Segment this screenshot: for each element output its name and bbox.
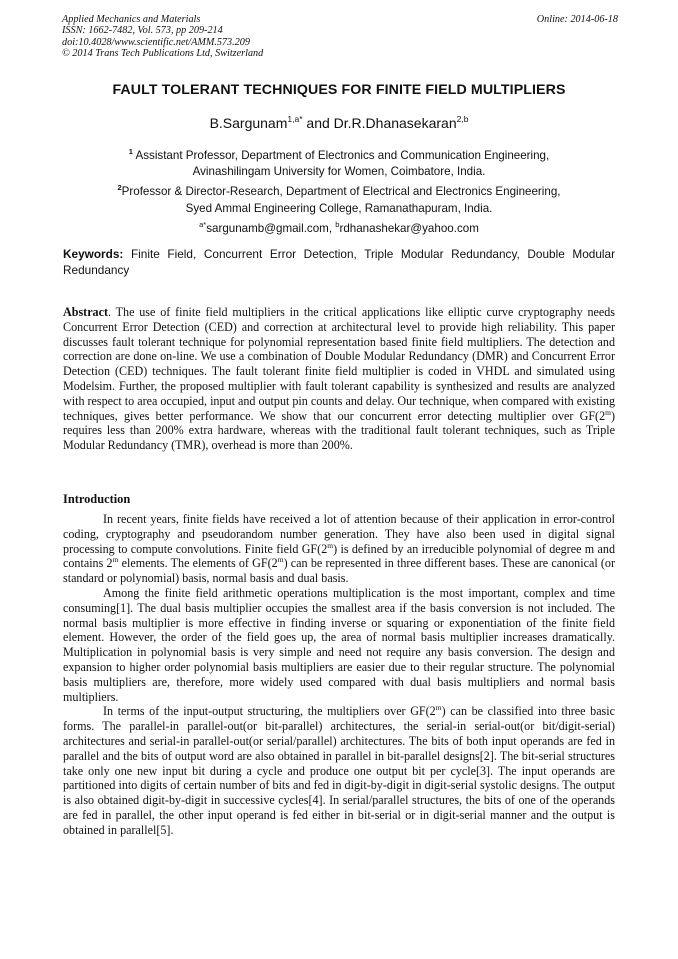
intro-p1-sup-3: m — [277, 555, 284, 565]
intro-paragraph-2: Among the finite field arithmetic operations multiplication is the most important, complex and time consuming[1]. The dual basis multiplier occupies the smallest area if the basis conversion is not included. The normal basis multiplier is more effective in finding inverse or squaring or exponentiation of the finite field element. However, the order of the field goes up, the area of normal basis multiplier increases dramatically. Multiplication in polynomial basis is very simple and need not require any basis conversion. The design and expansion to higher order polynomial basis multipliers are easier due to their regular structure. The polynomial basis multipliers are, therefore, more widely used compared with dual basis multipliers and normal basis multipliers. — [63, 585, 615, 704]
email-1[interactable]: sargunamb@gmail.com, — [206, 221, 333, 235]
issn-line: ISSN: 1662-7482, Vol. 573, pp 209-214 — [62, 25, 223, 37]
abstract-paragraph — [63, 305, 615, 453]
affiliation-1-number: 1 — [128, 147, 133, 156]
journal-name: Applied Mechanics and Materials — [62, 14, 201, 25]
intro-p1-sup-2: m — [112, 555, 119, 565]
keywords-label: Keywords: — [63, 247, 124, 261]
intro-paragraph-1 — [63, 512, 615, 586]
email-line — [40, 217, 638, 237]
paper-title: FAULT TOLERANT TECHNIQUES FOR FINITE FIELD MULTIPLIERS — [112, 82, 566, 98]
email-1-mark: a* — [199, 219, 207, 229]
intro-p3-sup: m — [435, 703, 442, 713]
keywords-block — [63, 247, 615, 278]
abstract-text-2: ) requires less than 200% extra hardware, whereas with the traditional fault tolerant techniques, such as Triple Modular Redundancy (TMR), overhead is more than 200%. — [63, 408, 615, 453]
abstract-block — [63, 305, 615, 453]
intro-paragraph-3 — [63, 704, 615, 837]
affiliation-2-line-1: Professor & Director-Research, Department of Electrical and Electronics Engineering, — [121, 185, 561, 199]
introduction-body — [63, 512, 615, 838]
author-2-affiliation-mark: 2,b — [456, 114, 469, 124]
author-2: Dr.R.Dhanasekaran — [333, 115, 457, 131]
affiliation-2-line-2: Syed Ammal Engineering College, Ramanathapuram, India. — [185, 201, 493, 215]
author-separator: and — [306, 115, 330, 131]
author-1: B.Sargunam — [209, 115, 288, 131]
copyright-line: © 2014 Trans Tech Publications Ltd, Switzerland — [62, 48, 264, 60]
email-2[interactable]: rdhanashekar@yahoo.com — [339, 221, 479, 235]
intro-p1-text-d: ) can be represented in three different bases. These are canonical (or standard or polynomial) basis, normal basis and dual basis. — [63, 556, 616, 586]
affiliation-1 — [40, 144, 638, 164]
abstract-label: Abstract — [63, 305, 109, 319]
intro-p1-sup-1: m — [327, 540, 334, 550]
intro-p3-text-b: ) can be classified into three basic forms. The parallel-in parallel-out(or bit-parallel) architectures, the serial-in serial-out(or bit/digit-serial) architectures and serial-in parallel-out(or serial/parallel) architectures. The bits of both input operands are fed in parallel and the bits of output word are also obtained in parallel in bit-parallel designs[2]. The bit-serial structures take only one new input bit during a cycle and produce one output bit per cycle[3]. The input operands are partitioned into digits of certain number of bits and fed in digit-by-digit in digit-serial systolic designs. The output is also obtained digit-by-digit in successive cycles[4]. In serial/parallel structures, the bits of one of the operands are fed in parallel, the other input operand is fed either in bit-serial or in digit-serial manner and the output is obtained in parallel[5]. — [63, 704, 615, 837]
affiliation-1-line-1: Assistant Professor, Department of Electronics and Communication Engineering, — [135, 149, 550, 162]
journal-header — [62, 14, 618, 60]
doi-line: doi:10.4028/www.scientific.net/AMM.573.209 — [62, 36, 250, 48]
abstract-superscript: m — [605, 407, 611, 417]
intro-p1-text-a: In recent years, finite fields have received a lot of attention because of their application in error-control coding, cryptography and pseudorandom number generation. They have also been used in digital signal processing to compute convolutions. Finite field GF(2 — [63, 512, 615, 556]
affiliation-2-number: 2 — [117, 183, 122, 193]
affiliation-1-line-2: Avinashilingam University for Women, Coimbatore, India. — [192, 165, 486, 179]
online-date: Online: 2014-06-18 — [536, 14, 618, 25]
intro-p3-text-a: In terms of the input-output structuring, the multipliers over GF(2 — [103, 704, 436, 719]
intro-p1-text-b: ) is defined by an irreducible polynomial of degree m and contains 2 — [63, 541, 615, 571]
affiliations — [40, 144, 638, 237]
abstract-text-1: . The use of finite field multipliers in the critical applications like elliptic curve cryptography needs Concurrent Error Detection (CED) and correction at architectural level to provide high reliability. This paper discusses fault tolerant technique for polynomial representation based finite field multipliers. The detection and correction are done on-line. We use a combination of Double Modular Redundancy (DMR) and Concurrent Error Detection (CED) techniques. The fault tolerant finite field multiplier is coded in VHDL and simulated using Modelsim. Further, the proposed multiplier with fault tolerant capability is synthesized and results are analyzed with respect to area occupied, input and output pin counts and delay. Our technique, when compared with existing techniques, gives better performance. We show that our concurrent error detecting multiplier over GF(2 — [63, 305, 616, 423]
author-1-affiliation-mark: 1,a* — [287, 114, 303, 124]
author-line — [40, 114, 638, 131]
affiliation-2 — [40, 180, 638, 200]
keywords-text: Finite Field, Concurrent Error Detection, Triple Modular Redundancy, Double Modular Redundancy — [63, 247, 615, 277]
introduction-heading: Introduction — [63, 492, 131, 506]
email-2-mark: b — [335, 219, 340, 229]
intro-p1-text-c: elements. The elements of GF(2 — [118, 556, 278, 571]
